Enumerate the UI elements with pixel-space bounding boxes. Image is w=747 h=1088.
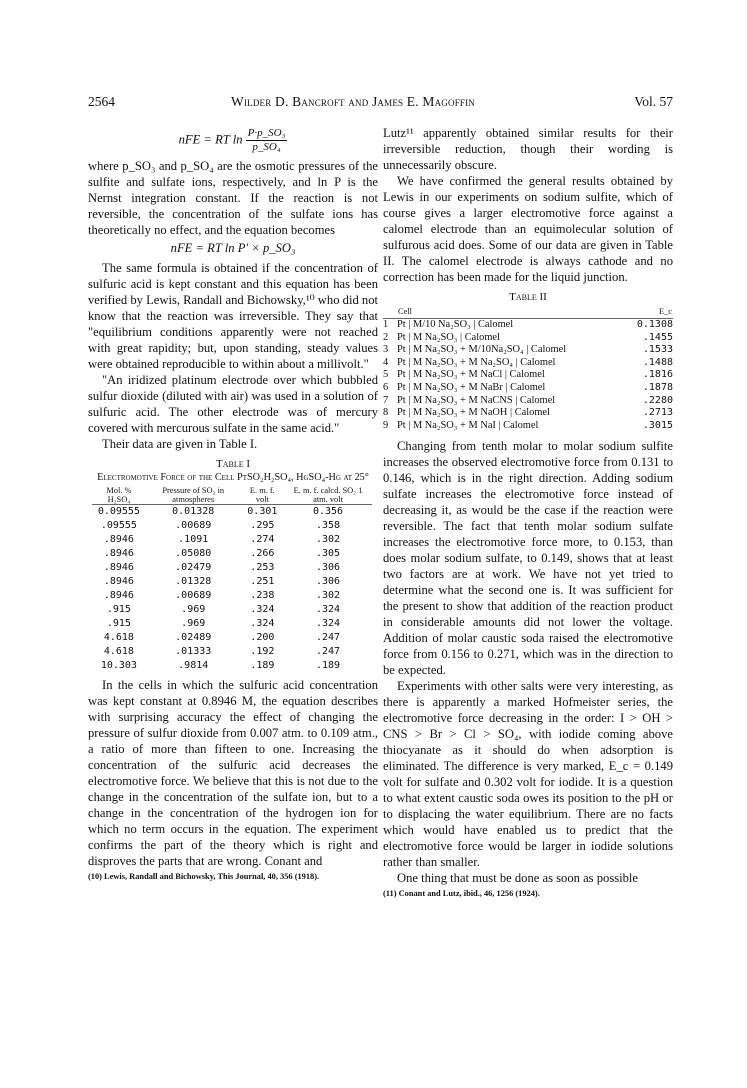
table-2 (383, 306, 673, 432)
cell-description: Pt | M Na₂SO₃ + M/10Na₂SO₄ | Calomel (397, 344, 567, 356)
table-cell: .253 (250, 562, 275, 573)
table-cell: .324 (250, 604, 275, 615)
table-row (383, 369, 673, 382)
table-cell: .274 (250, 534, 275, 545)
table-cell: .324 (315, 604, 341, 615)
table-cell: .915 (106, 604, 131, 615)
cell-description: Pt | M Na₂SO₃ + M Na₂SO₄ | Calomel (397, 356, 556, 368)
equation-1-lhs: nFE = RT ln (178, 132, 243, 147)
running-authors: Wilder D. Bancroft and James E. Magoffin (231, 94, 476, 109)
table-cell: .1091 (178, 534, 209, 545)
table-row (383, 382, 673, 395)
footnote: (10) Lewis, Randall and Bichowsky, This Journal, 40, 356 (1918). (88, 872, 320, 881)
table-cell: .00689 (175, 590, 212, 601)
paragraph: Lutz¹¹ apparently obtained similar results for their irreversible reduction, though their wording is unnecessarily obscure. (383, 126, 673, 172)
table-cell: .969 (181, 618, 206, 629)
table-cell: .358 (315, 520, 341, 531)
table-row (92, 589, 372, 603)
column-header: E. m. f. calcd. SO₂ 1 atm. volt (284, 486, 372, 505)
table-cell: 10.303 (100, 660, 137, 671)
table-1-title: Table I (215, 458, 251, 470)
table-cell: .8946 (103, 590, 134, 601)
cell-description: Pt | M Na₂SO₃ + M NaCl | Calomel (397, 369, 545, 381)
table-cell: .09555 (100, 520, 137, 531)
paragraph: One thing that must be done as soon as possible (397, 871, 639, 886)
volume-label: Vol. 57 (634, 94, 673, 109)
paragraph: where p_SO₃ and p_SO₄ are the osmotic pressures of the sulfite and sulfate ions, respectively, and ln P is the Nernst integration constant. If the reaction is not reversible, the concentration of the sulfate ions has theoretically no effect, and the equation becomes (88, 159, 378, 237)
table-cell: 4.618 (103, 646, 134, 657)
cell-value: .3015 (642, 419, 673, 431)
column-header: E_c (624, 306, 673, 319)
table-header-row (383, 306, 673, 319)
table-cell: .305 (315, 548, 341, 559)
equation-1 (88, 127, 378, 154)
table-cell: 4.618 (103, 632, 134, 643)
table-row (92, 505, 372, 520)
table-cell: 0.01328 (172, 506, 215, 517)
column-header: Pressure of SO₂ in atmospheres (146, 486, 241, 505)
table-1 (92, 486, 372, 673)
table-cell: .02479 (175, 562, 212, 573)
table-cell: .189 (315, 660, 341, 671)
table-cell: .8946 (103, 576, 134, 587)
table-cell: .192 (250, 646, 275, 657)
row-number: 2 (383, 331, 389, 343)
table-row (92, 645, 372, 659)
row-number: 4 (383, 356, 389, 368)
row-number: 3 (383, 344, 389, 356)
table-cell: .8946 (103, 548, 134, 559)
table-row (92, 617, 372, 631)
paragraph: We have confirmed the general results obtained by Lewis in our experiments on sodium sulfite, which of course gives a larger electromotive force against a calomel electrode than an equimolecular solution of sulfurous acid does. Some of our data are given in Table II. The calomel electrode is always cathode and no correction has been made for the liquid junction. (383, 174, 673, 284)
paragraph: In the cells in which the sulfuric acid concentration was kept constant at 0.8946 M, the equation describes with surprising accuracy the effect of changing the pressure of sulfur dioxide from 0.007 atm. to 0.109 atm., a ratio of more than fifteen to one. Increasing the concentration of the sulfuric acid decreases the electromotive force. We believe that this is not due to the change in the concentration of the sulfate ion, but to a change in the concentration of the hydrogen ion for which no term occurs in the equation. The experiment confirms the part of the theory which is right and disproves the parts that are wrong. Conant and (88, 678, 378, 868)
table-cell: .8946 (103, 562, 134, 573)
row-number: 5 (383, 369, 389, 381)
table-cell: .00689 (175, 520, 212, 531)
table-row (383, 344, 673, 357)
equation-1-denominator: p_SO₄ (252, 141, 281, 153)
table-cell: .238 (250, 590, 275, 601)
paragraph: Changing from tenth molar to molar sodium sulfite increases the observed electromotive force from 0.131 to 0.146, which is in the right direction. Adding sodium sulfate increases the electromotive force instead of decreasing it, as would be the case if the reaction were reversible. The fact that tenth molar sodium sulfate increases the electromotive force more, to 0.153, than does molar sodium sulfate, to 0.149, shows that at least two factors are at work. We have not yet tried to determine what the second one is. It was sufficient for the present to show that addition of the reaction product in considerable amounts did not lower the voltage. Addition of molar caustic soda raised the electromotive force from 0.156 to 0.271, which was in the direction to be expected. (383, 439, 673, 678)
cell-description: Pt | M Na₂SO₃ | Calomel (397, 331, 500, 343)
table-cell: 0.09555 (97, 506, 140, 517)
table-cell: .266 (250, 548, 275, 559)
table-cell: .247 (315, 646, 341, 657)
table-row (383, 319, 673, 332)
table-cell: .02489 (175, 632, 212, 643)
paragraph: The same formula is obtained if the concentration of sulfuric acid is kept constant and this equation has been verified by Lewis, Randall and Bichowsky,¹⁰ who did not know that the reaction was irreversible. They say that "equilibrium conditions apparently were not reached with great rapidity; but, upon standing, steady values were obtained reproducible to within about a millivolt." (88, 261, 378, 371)
cell-description: Pt | M Na₂SO₃ + M NaBr | Calomel (397, 381, 546, 393)
table-cell: .9814 (178, 660, 209, 671)
table-cell: .05080 (175, 548, 212, 559)
equation-1-numerator: P·p_SO₃ (247, 127, 286, 139)
table-cell: .01333 (175, 646, 212, 657)
table-row (92, 659, 372, 673)
table-cell: .306 (315, 576, 341, 587)
cell-description: Pt | M Na₂SO₃ + M NaCNS | Calomel (397, 394, 556, 406)
cell-value: .1488 (642, 356, 673, 368)
cell-value: .1878 (642, 381, 673, 393)
table-row (92, 533, 372, 547)
cell-value: 0.1308 (636, 319, 673, 330)
cell-value: .1533 (642, 344, 673, 356)
column-header: Cell (397, 306, 624, 319)
row-number: 8 (383, 407, 389, 419)
table-row (92, 603, 372, 617)
footnote: (11) Conant and Lutz, ibid., 46, 1256 (1924). (383, 889, 540, 899)
table-cell: .324 (315, 618, 341, 629)
table-cell: .8946 (103, 534, 134, 545)
cell-description: Pt | M Na₂SO₃ + M NaI | Calomel (397, 419, 539, 431)
cell-description: Pt | M Na₂SO₃ + M NaOH | Calomel (397, 407, 550, 419)
table-row (383, 357, 673, 370)
table-cell: .969 (181, 604, 206, 615)
table-1-subtitle: Electromotive Force of the Cell PtSO₂H₂SO₄, HgSO₄-Hg at 25° (97, 472, 369, 483)
table-row (383, 395, 673, 408)
paragraph: Experiments with other salts were very interesting, as there is apparently a marked Hofmeister series, the electromotive force decreasing in the order: I > OH > CNS > Br > Cl > SO₄, with iodide coming above thiocyanate as it should do when adsorption is eliminated. The difference is very marked, E_c = 0.149 volt for sulfate and 0.302 volt for iodide. It is a question to what extent caustic soda owes its position to the pH or to displacing the water equilibrium. There are no facts which would have enabled us to predict that the electromotive force would be larger in iodide solutions rather than smaller. (383, 679, 673, 870)
page-number: 2564 (88, 94, 115, 109)
cell-value: .2280 (642, 394, 673, 406)
equation-1-fraction (246, 127, 288, 154)
cell-description: Pt | M/10 Na₂SO₃ | Calomel (397, 319, 514, 330)
table-cell: .200 (250, 632, 275, 643)
left-column (88, 125, 378, 882)
table-cell: .324 (250, 618, 275, 629)
column-header-blank (383, 306, 397, 319)
table-row (92, 575, 372, 589)
quotation-paragraph: "An iridized platinum electrode over which bubbled sulfur dioxide (diluted with air) was used in a solution of sulfuric acid. The other electrode was of mercury covered with mercurous sulfate in the same acid." (88, 373, 378, 435)
table-header-row (92, 486, 372, 505)
table-cell: .302 (315, 534, 341, 545)
table-cell: .247 (315, 632, 341, 643)
table-row (92, 561, 372, 575)
paragraph: Their data are given in Table I. (102, 437, 258, 451)
table-cell: 0.301 (247, 506, 278, 517)
table-2-title: Table II (509, 291, 547, 303)
table-cell: .295 (250, 520, 275, 531)
column-header: Mol. % H₂SO₄ (92, 486, 146, 505)
table-cell: .251 (250, 576, 275, 587)
cell-value: .1455 (642, 331, 673, 343)
equation-2: nFE = RT ln P′ × p_SO₃ (170, 241, 296, 255)
table-row (383, 420, 673, 433)
table-row (383, 407, 673, 420)
table-cell: .01328 (175, 576, 212, 587)
table-row (92, 631, 372, 645)
column-header: E. m. f. volt (241, 486, 284, 505)
table-row (92, 519, 372, 533)
table-cell: .189 (250, 660, 275, 671)
row-number: 6 (383, 381, 389, 393)
cell-value: .1816 (642, 369, 673, 381)
table-cell: .915 (106, 618, 131, 629)
table-cell: .302 (315, 590, 341, 601)
cell-value: .2713 (642, 407, 673, 419)
table-row (383, 332, 673, 345)
right-column (383, 125, 673, 899)
table-cell: .306 (315, 562, 341, 573)
row-number: 1 (383, 319, 389, 330)
row-number: 7 (383, 394, 389, 406)
table-cell: 0.356 (312, 506, 344, 517)
running-header (88, 94, 673, 114)
table-row (92, 547, 372, 561)
row-number: 9 (383, 419, 389, 431)
